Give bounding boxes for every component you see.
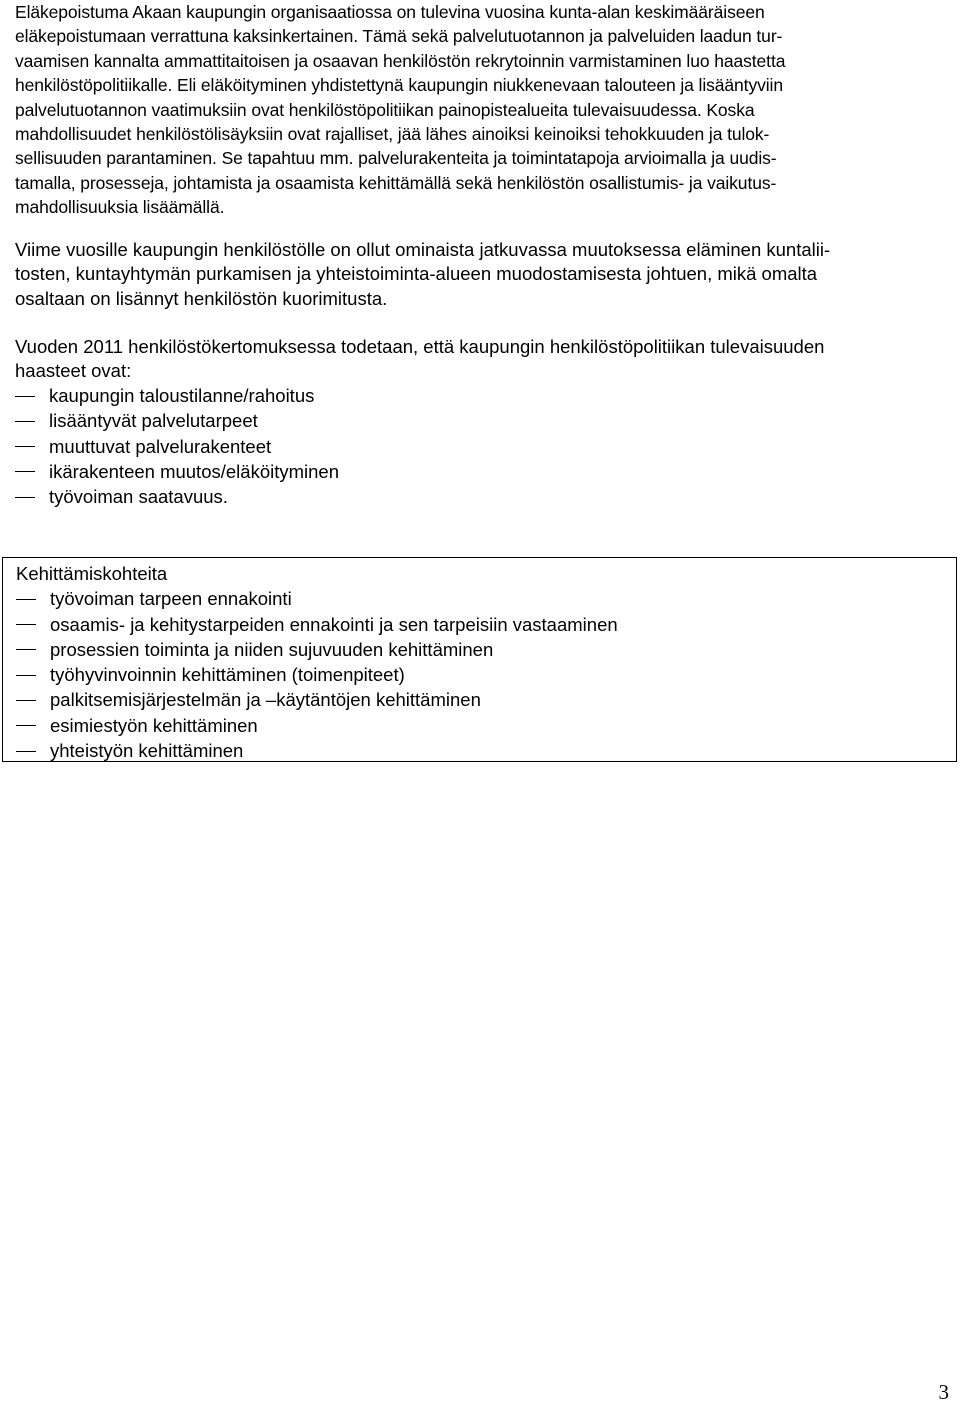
dash-bullet-icon [15, 471, 35, 472]
dash-bullet-icon [16, 599, 36, 600]
list-item [16, 612, 618, 637]
list-item [16, 713, 618, 738]
list-item-text: työhyvinvoinnin kehittäminen (toimenpiteet) [50, 664, 405, 686]
paragraph-retirement [15, 0, 785, 220]
list-item [15, 408, 339, 433]
text-line: mahdollisuudet henkilöstölisäyksiin ovat rajalliset, jää lähes ainoiksi keinoiksi tehokkuuden ja tulok- [15, 124, 770, 145]
dash-bullet-icon [16, 725, 36, 726]
list-item-text: palkitsemisjärjestelmän ja –käytäntöjen kehittäminen [50, 689, 481, 711]
list-item [15, 383, 339, 408]
list-item-text: lisääntyvät palvelutarpeet [49, 410, 258, 432]
list-item-text: yhteistyön kehittäminen [50, 740, 244, 762]
text-line: henkilöstöpolitiikalle. Eli eläköityminen yhdistettynä kaupungin niukkenevaan talouteen ja lisääntyviin [15, 75, 783, 96]
text-line: vaamisen kannalta ammattitaitoisen ja osaavan henkilöstön rekrytoinnin varmistaminen luo haastetta [15, 50, 786, 71]
dash-bullet-icon [16, 624, 36, 625]
text-line: palvelutuotannon vaatimuksiin ovat henkilöstöpolitiikan painopistealueita tulevaisuudessa. Koska [15, 99, 755, 120]
text-line: haasteet ovat: [15, 360, 132, 382]
list-item-text: esimiestyön kehittäminen [50, 714, 258, 736]
list-item-text: työvoiman saatavuus. [49, 486, 228, 508]
list-item-text: ikärakenteen muutos/eläköityminen [49, 460, 339, 482]
list-item-text: muuttuvat palvelurakenteet [49, 435, 272, 457]
dash-bullet-icon [16, 751, 36, 752]
development-box [2, 557, 957, 762]
challenges-list [15, 383, 339, 509]
page-number: 3 [938, 1380, 949, 1404]
dash-bullet-icon [15, 421, 35, 422]
dash-bullet-icon [16, 700, 36, 701]
dash-bullet-icon [15, 446, 35, 447]
text-line: Vuoden 2011 henkilöstökertomuksessa todetaan, että kaupungin henkilöstöpolitiikan tulevaisuuden [15, 336, 825, 357]
list-item [15, 484, 339, 509]
dash-bullet-icon [16, 675, 36, 676]
paragraph-change [15, 238, 830, 311]
development-heading: Kehittämiskohteita [16, 563, 168, 584]
paragraph-challenges-intro [15, 335, 824, 384]
text-line: Viime vuosille kaupungin henkilöstölle on ollut ominaista jatkuvassa muutoksessa eläminen kuntalii- [15, 239, 831, 260]
list-item-text: työvoiman tarpeen ennakointi [50, 588, 292, 610]
list-item-text: prosessien toiminta ja niiden sujuvuuden kehittäminen [50, 638, 494, 660]
text-line: mahdollisuuksia lisäämällä. [15, 197, 225, 218]
development-box-content [16, 561, 618, 763]
development-list [16, 586, 618, 763]
dash-bullet-icon [15, 497, 35, 498]
text-line: tosten, kuntayhtymän purkamisen ja yhteistoiminta-alueen muodostamisesta johtuen, mikä omalta [15, 263, 818, 285]
list-item-text: kaupungin taloustilanne/rahoitus [49, 385, 315, 406]
list-item [16, 687, 618, 712]
text-line: Eläkepoistuma Akaan kaupungin organisaatiossa on tulevina vuosina kunta-alan keskimääräiseen [15, 2, 765, 22]
list-item [16, 738, 618, 763]
text-line: eläkepoistumaan verrattuna kaksinkertainen. Tämä sekä palvelutuotannon ja palveluiden laadun tur- [15, 26, 783, 47]
list-item [15, 459, 339, 484]
text-line: osaltaan on lisännyt henkilöstön kuorimitusta. [15, 287, 388, 309]
text-line: sellisuuden parantaminen. Se tapahtuu mm. palvelurakenteita ja toimintatapoja arvioimalla ja uudis- [15, 148, 777, 169]
list-item [16, 586, 618, 611]
list-item [15, 434, 339, 459]
list-item [16, 637, 618, 662]
list-item [16, 662, 618, 687]
text-line: tamalla, prosesseja, johtamista ja osaamista kehittämällä sekä henkilöstön osallistumis- ja vaikutus- [15, 172, 777, 193]
list-item-text: osaamis- ja kehitystarpeiden ennakointi ja sen tarpeisiin vastaaminen [50, 613, 618, 635]
dash-bullet-icon [15, 396, 35, 397]
dash-bullet-icon [16, 649, 36, 650]
